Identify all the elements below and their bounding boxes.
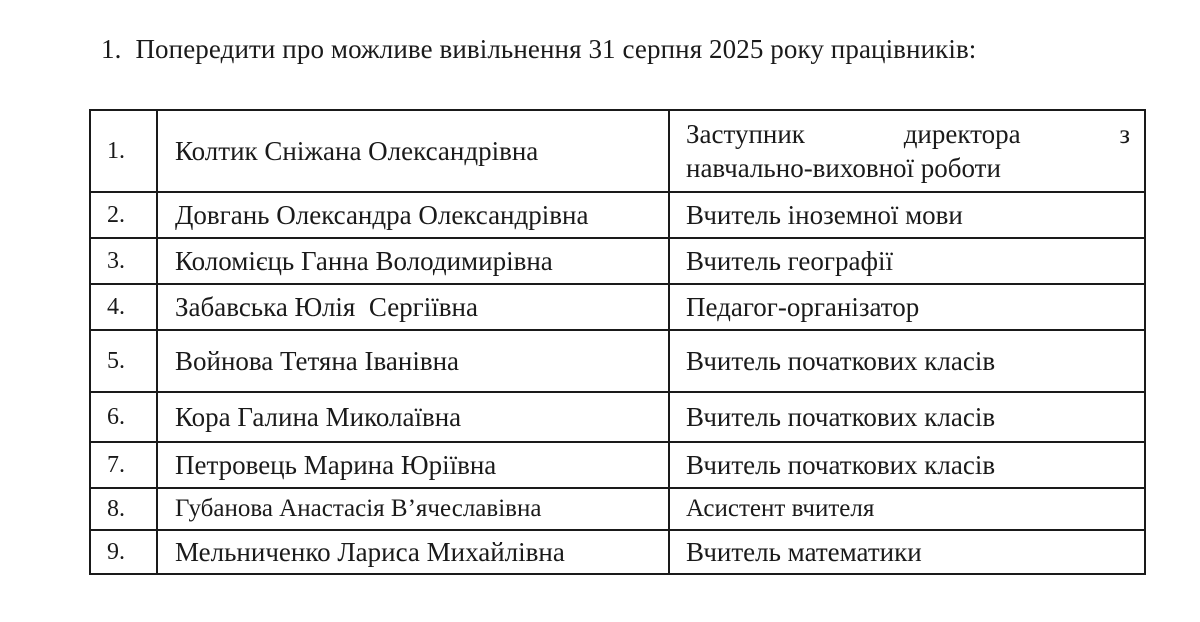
row-number: 2.: [90, 192, 157, 238]
employee-position: Педагог-організатор: [669, 284, 1145, 330]
table-row: [90, 284, 1145, 330]
row-number: 5.: [90, 330, 157, 392]
table-row: [90, 110, 1145, 192]
table-row: [90, 488, 1145, 530]
employee-name: Мельниченко Лариса Михайлівна: [157, 530, 669, 574]
heading-text: Попередити про можливе вивільнення 31 серпня 2025 року працівників:: [135, 34, 977, 64]
position-line-2: навчально-виховної роботи: [686, 153, 1001, 183]
position-word: Заступник: [686, 119, 805, 149]
table-row: [90, 192, 1145, 238]
employee-position: Вчитель іноземної мови: [669, 192, 1145, 238]
employee-position: [669, 110, 1145, 192]
table-row: [90, 530, 1145, 574]
row-number: 1.: [90, 110, 157, 192]
employee-position: Вчитель математики: [669, 530, 1145, 574]
employee-name: Петровець Марина Юріївна: [157, 442, 669, 488]
employee-name: Войнова Тетяна Іванівна: [157, 330, 669, 392]
row-number: 3.: [90, 238, 157, 284]
position-word: директора: [903, 119, 1021, 149]
employee-name: Колтик Сніжана Олександрівна: [157, 110, 669, 192]
employee-position: Вчитель початкових класів: [669, 392, 1145, 442]
table-row: [90, 392, 1145, 442]
row-number: 8.: [90, 488, 157, 530]
row-number: 7.: [90, 442, 157, 488]
position-word: з: [1119, 119, 1130, 149]
employee-name: Кора Галина Миколаївна: [157, 392, 669, 442]
table-row: [90, 442, 1145, 488]
employee-name: Забавська Юлія Сергіївна: [157, 284, 669, 330]
employee-name: Коломієць Ганна Володимирівна: [157, 238, 669, 284]
employee-position: Вчитель початкових класів: [669, 330, 1145, 392]
position-line-1: [686, 117, 1130, 151]
row-number: 4.: [90, 284, 157, 330]
employee-position: Асистент вчителя: [669, 488, 1145, 530]
list-heading: [101, 32, 976, 66]
employee-position: Вчитель географії: [669, 238, 1145, 284]
employee-position: Вчитель початкових класів: [669, 442, 1145, 488]
row-number: 6.: [90, 392, 157, 442]
employee-name: Довгань Олександра Олександрівна: [157, 192, 669, 238]
row-number: 9.: [90, 530, 157, 574]
table-row: [90, 330, 1145, 392]
employee-name: Губанова Анастасія В’ячеславівна: [157, 488, 669, 530]
table-row: [90, 238, 1145, 284]
staff-table: [89, 109, 1146, 575]
heading-number: 1.: [101, 34, 122, 64]
